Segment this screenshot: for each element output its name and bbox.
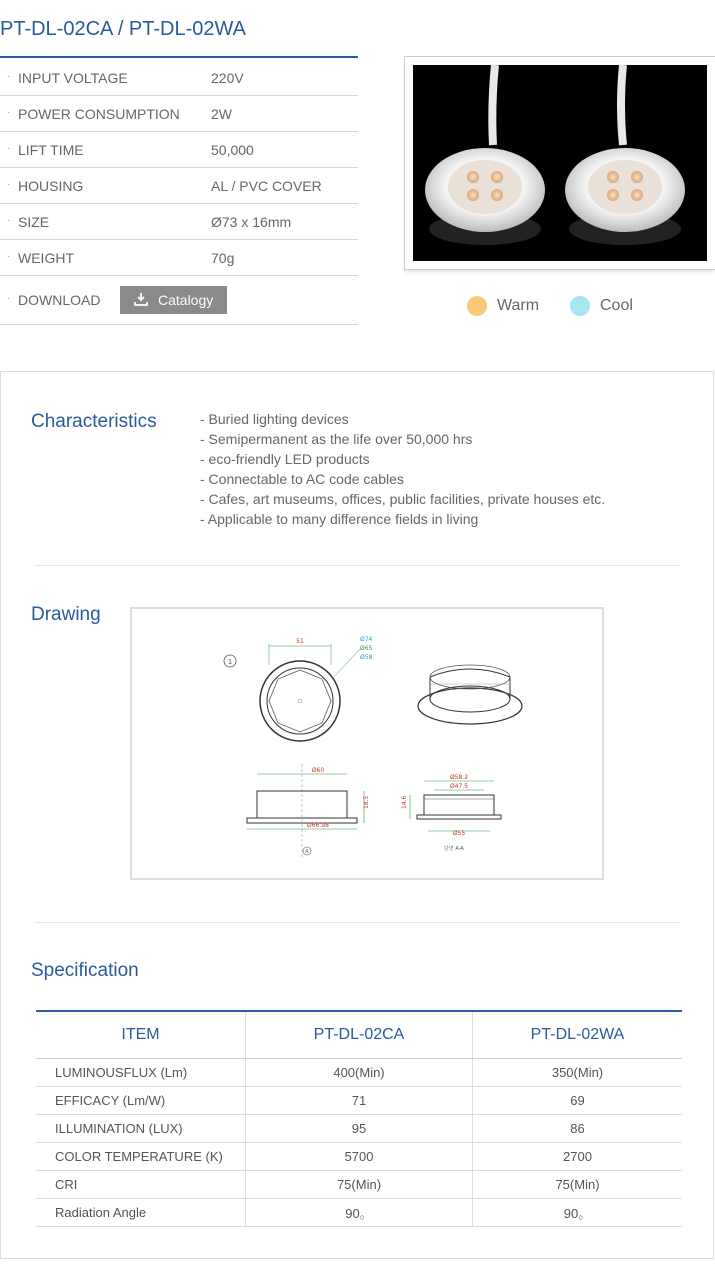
drawing-title: Drawing: [31, 604, 101, 625]
row-item: ILLUMINATION (LUX): [36, 1115, 246, 1143]
spec-row-weight: [0, 240, 358, 276]
bullet-dot: ·: [7, 293, 11, 304]
product-title: PT-DL-02CA / PT-DL-02WA: [0, 18, 246, 40]
spec-value: 70g: [211, 250, 235, 266]
bullet-dot: ·: [7, 179, 11, 190]
spec-row-power-consumption: [0, 96, 358, 132]
row-item: Radiation Angle: [36, 1199, 246, 1227]
list-item: - Cafes, art museums, offices, public facilities, private houses etc.: [200, 491, 606, 507]
row-ca-value: 71: [246, 1087, 473, 1115]
dim-185: 18.5: [363, 795, 370, 809]
bullet-dot: ·: [7, 143, 11, 154]
row-ca-value: 95: [246, 1115, 473, 1143]
row-item: LUMINOUSFLUX (Lm): [36, 1059, 246, 1087]
dim-60: Ø60: [311, 767, 325, 774]
row-ca-value: 75(Min): [246, 1171, 473, 1199]
section-divider: [34, 565, 680, 566]
spec-row-input-voltage: [0, 60, 358, 96]
bullet-dot: ·: [7, 107, 11, 118]
row-wa-value: 69: [473, 1087, 683, 1115]
download-icon: [134, 292, 148, 306]
table-header-row: [36, 1011, 682, 1059]
row-wa-value: 350(Min): [473, 1059, 683, 1087]
legend-cool: [570, 296, 633, 316]
warm-color-swatch: [467, 296, 487, 316]
dim-146: 14.6: [401, 795, 408, 809]
table-row: [36, 1059, 682, 1087]
spec-value: 220V: [211, 70, 244, 86]
catalog-download-button[interactable]: [120, 286, 227, 314]
dim-475: Ø47.5: [449, 783, 469, 790]
row-item: COLOR TEMPERATURE (K): [36, 1143, 246, 1171]
dim-65: Ø65: [360, 645, 373, 652]
spec-value: Ø73 x 16mm: [211, 214, 292, 230]
table-row: [36, 1199, 682, 1227]
table-row: [36, 1115, 682, 1143]
list-item: - Semipermanent as the life over 50,000 hrs: [200, 431, 473, 447]
title-underline: [0, 56, 358, 58]
list-item: - eco-friendly LED products: [200, 451, 370, 467]
dim-55: Ø55: [452, 830, 466, 837]
section-marker-a: A: [305, 849, 309, 855]
col-pt-dl-02ca: PT-DL-02CA: [246, 1011, 473, 1059]
spec-label: INPUT VOLTAGE: [18, 70, 128, 86]
technical-drawing-svg: [132, 609, 602, 878]
bullet-dot: ·: [7, 215, 11, 226]
spec-row-size: [0, 204, 358, 240]
cool-color-swatch: [570, 296, 590, 316]
spec-value: AL / PVC COVER: [211, 178, 322, 194]
row-wa-value: 75(Min): [473, 1171, 683, 1199]
specification-title: Specification: [31, 960, 139, 981]
list-item: - Applicable to many difference fields in living: [200, 511, 479, 527]
characteristics-list: [200, 409, 605, 529]
row-item: CRI: [36, 1171, 246, 1199]
section-divider: [34, 922, 680, 923]
characteristics-title: Characteristics: [31, 411, 157, 432]
product-photo: [413, 65, 707, 261]
row-ca-value: 400(Min): [246, 1059, 473, 1087]
spec-label: POWER CONSUMPTION: [18, 106, 180, 122]
dim-582: Ø58.2: [449, 774, 469, 781]
spec-row-lift-time: [0, 132, 358, 168]
row-ca-value: 5700: [246, 1143, 473, 1171]
col-pt-dl-02wa: PT-DL-02WA: [473, 1011, 683, 1059]
list-item: - Connectable to AC code cables: [200, 471, 404, 487]
specification-table: [36, 1010, 682, 1227]
col-item: ITEM: [36, 1011, 246, 1059]
spec-list: [0, 60, 358, 325]
table-row: [36, 1143, 682, 1171]
spec-row-housing: [0, 168, 358, 204]
spec-value: 50,000: [211, 142, 254, 158]
table-row: [36, 1171, 682, 1199]
section-note: 단면 A-A: [444, 846, 464, 852]
legend-warm: [467, 296, 539, 316]
dim-74: Ø74: [360, 636, 373, 643]
row-item: EFFICACY (Lm/W): [36, 1087, 246, 1115]
product-photo-frame: [404, 56, 715, 270]
legend-warm-label: Warm: [497, 297, 540, 315]
list-item: - Buried lighting devices: [200, 411, 349, 427]
bullet-dot: ·: [7, 251, 11, 262]
spec-value: 2W: [211, 106, 232, 122]
technical-drawing: [130, 607, 604, 880]
spec-row-download: [0, 276, 358, 325]
spec-label: SIZE: [18, 214, 50, 230]
row-wa-value: 2700: [473, 1143, 683, 1171]
row-wa-value: 86: [473, 1115, 683, 1143]
downlight-photo-illustration: [413, 65, 707, 261]
catalog-button-label: Catalogy: [158, 292, 214, 308]
dim-58: Ø58: [360, 654, 373, 661]
dim-51: 51: [296, 638, 304, 645]
dim-6698: Ø66.98: [307, 822, 329, 829]
spec-label: HOUSING: [18, 178, 84, 194]
row-ca-value: 90。: [246, 1199, 473, 1227]
legend-cool-label: Cool: [600, 297, 633, 315]
spec-label: WEIGHT: [18, 250, 74, 266]
row-wa-value: 90。: [473, 1199, 683, 1227]
marker-label: 1: [227, 658, 233, 666]
download-label: DOWNLOAD: [18, 292, 101, 308]
table-row: [36, 1087, 682, 1115]
spec-label: LIFT TIME: [18, 142, 84, 158]
bullet-dot: ·: [7, 71, 11, 82]
